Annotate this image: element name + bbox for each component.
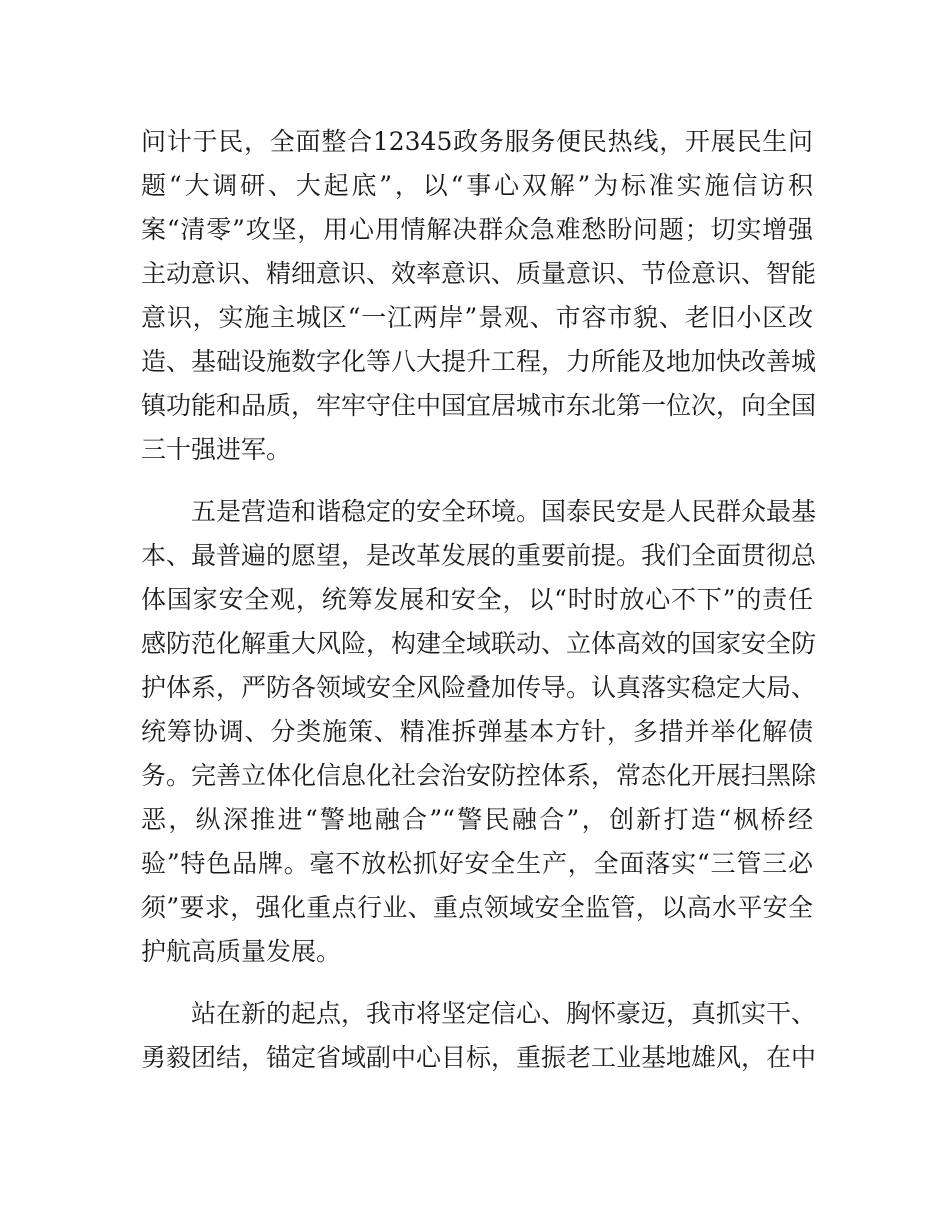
text-line: 本、最普遍的愿望，是改革发展的重要前提。我们全面贯彻总: [141, 541, 817, 570]
text-line: 造、基础设施数字化等八大提升工程，力所能及地加快改善城: [141, 347, 817, 376]
text-line: 题“大调研、大起底”，以“事心双解”为标准实施信访积: [141, 171, 813, 200]
text-line: 三十强进军。: [141, 435, 292, 464]
text-line: 站在新的起点，我市将坚定信心、胸怀豪迈，真抓实干、: [191, 999, 817, 1028]
text-line: 体国家安全观，统筹发展和安全，以“时时放心不下”的责任: [141, 585, 813, 614]
text-line: 意识，实施主城区“一江两岸”景观、市容市貌、老旧小区改: [141, 303, 813, 332]
text-line: 务。完善立体化信息化社会治安防控体系，常态化开展扫黑除: [141, 761, 817, 790]
text-line: 镇功能和品质，牢牢守住中国宜居城市东北第一位次，向全国: [141, 391, 817, 420]
text-line: 恶，纵深推进“警地融合”“警民融合”，创新打造“枫桥经: [141, 805, 813, 834]
text-line: 感防范化解重大风险，构建全域联动、立体高效的国家安全防: [141, 629, 817, 658]
text-line: 案“清零”攻坚，用心用情解决群众急难愁盼问题；切实增强: [141, 215, 813, 244]
text-line: 主动意识、精细意识、效率意识、质量意识、节俭意识、智能: [141, 259, 817, 288]
paragraph: [141, 490, 817, 974]
text-line: 统筹协调、分类施策、精准拆弹基本方针，多措并举化解债: [141, 717, 813, 746]
text-line: 勇毅团结，锚定省域副中心目标，重振老工业基地雄风，在中: [141, 1043, 817, 1072]
text-line: 问计于民，全面整合12345政务服务便民热线，开展民生问: [141, 127, 813, 156]
text-line: 须”要求，强化重点行业、重点领域安全监管，以高水平安全: [141, 893, 813, 922]
text-line: 护体系，严防各领域安全风险叠加传导。认真落实稳定大局、: [141, 673, 817, 702]
text-line: 验”特色品牌。毫不放松抓好安全生产，全面落实“三管三必: [141, 849, 813, 878]
body-text: [141, 120, 817, 1080]
text-line: 护航高质量发展。: [141, 937, 342, 966]
text-line: 五是营造和谐稳定的安全环境。国泰民安是人民群众最基: [191, 497, 817, 526]
paragraph: [141, 120, 817, 472]
paragraph: [141, 992, 817, 1080]
